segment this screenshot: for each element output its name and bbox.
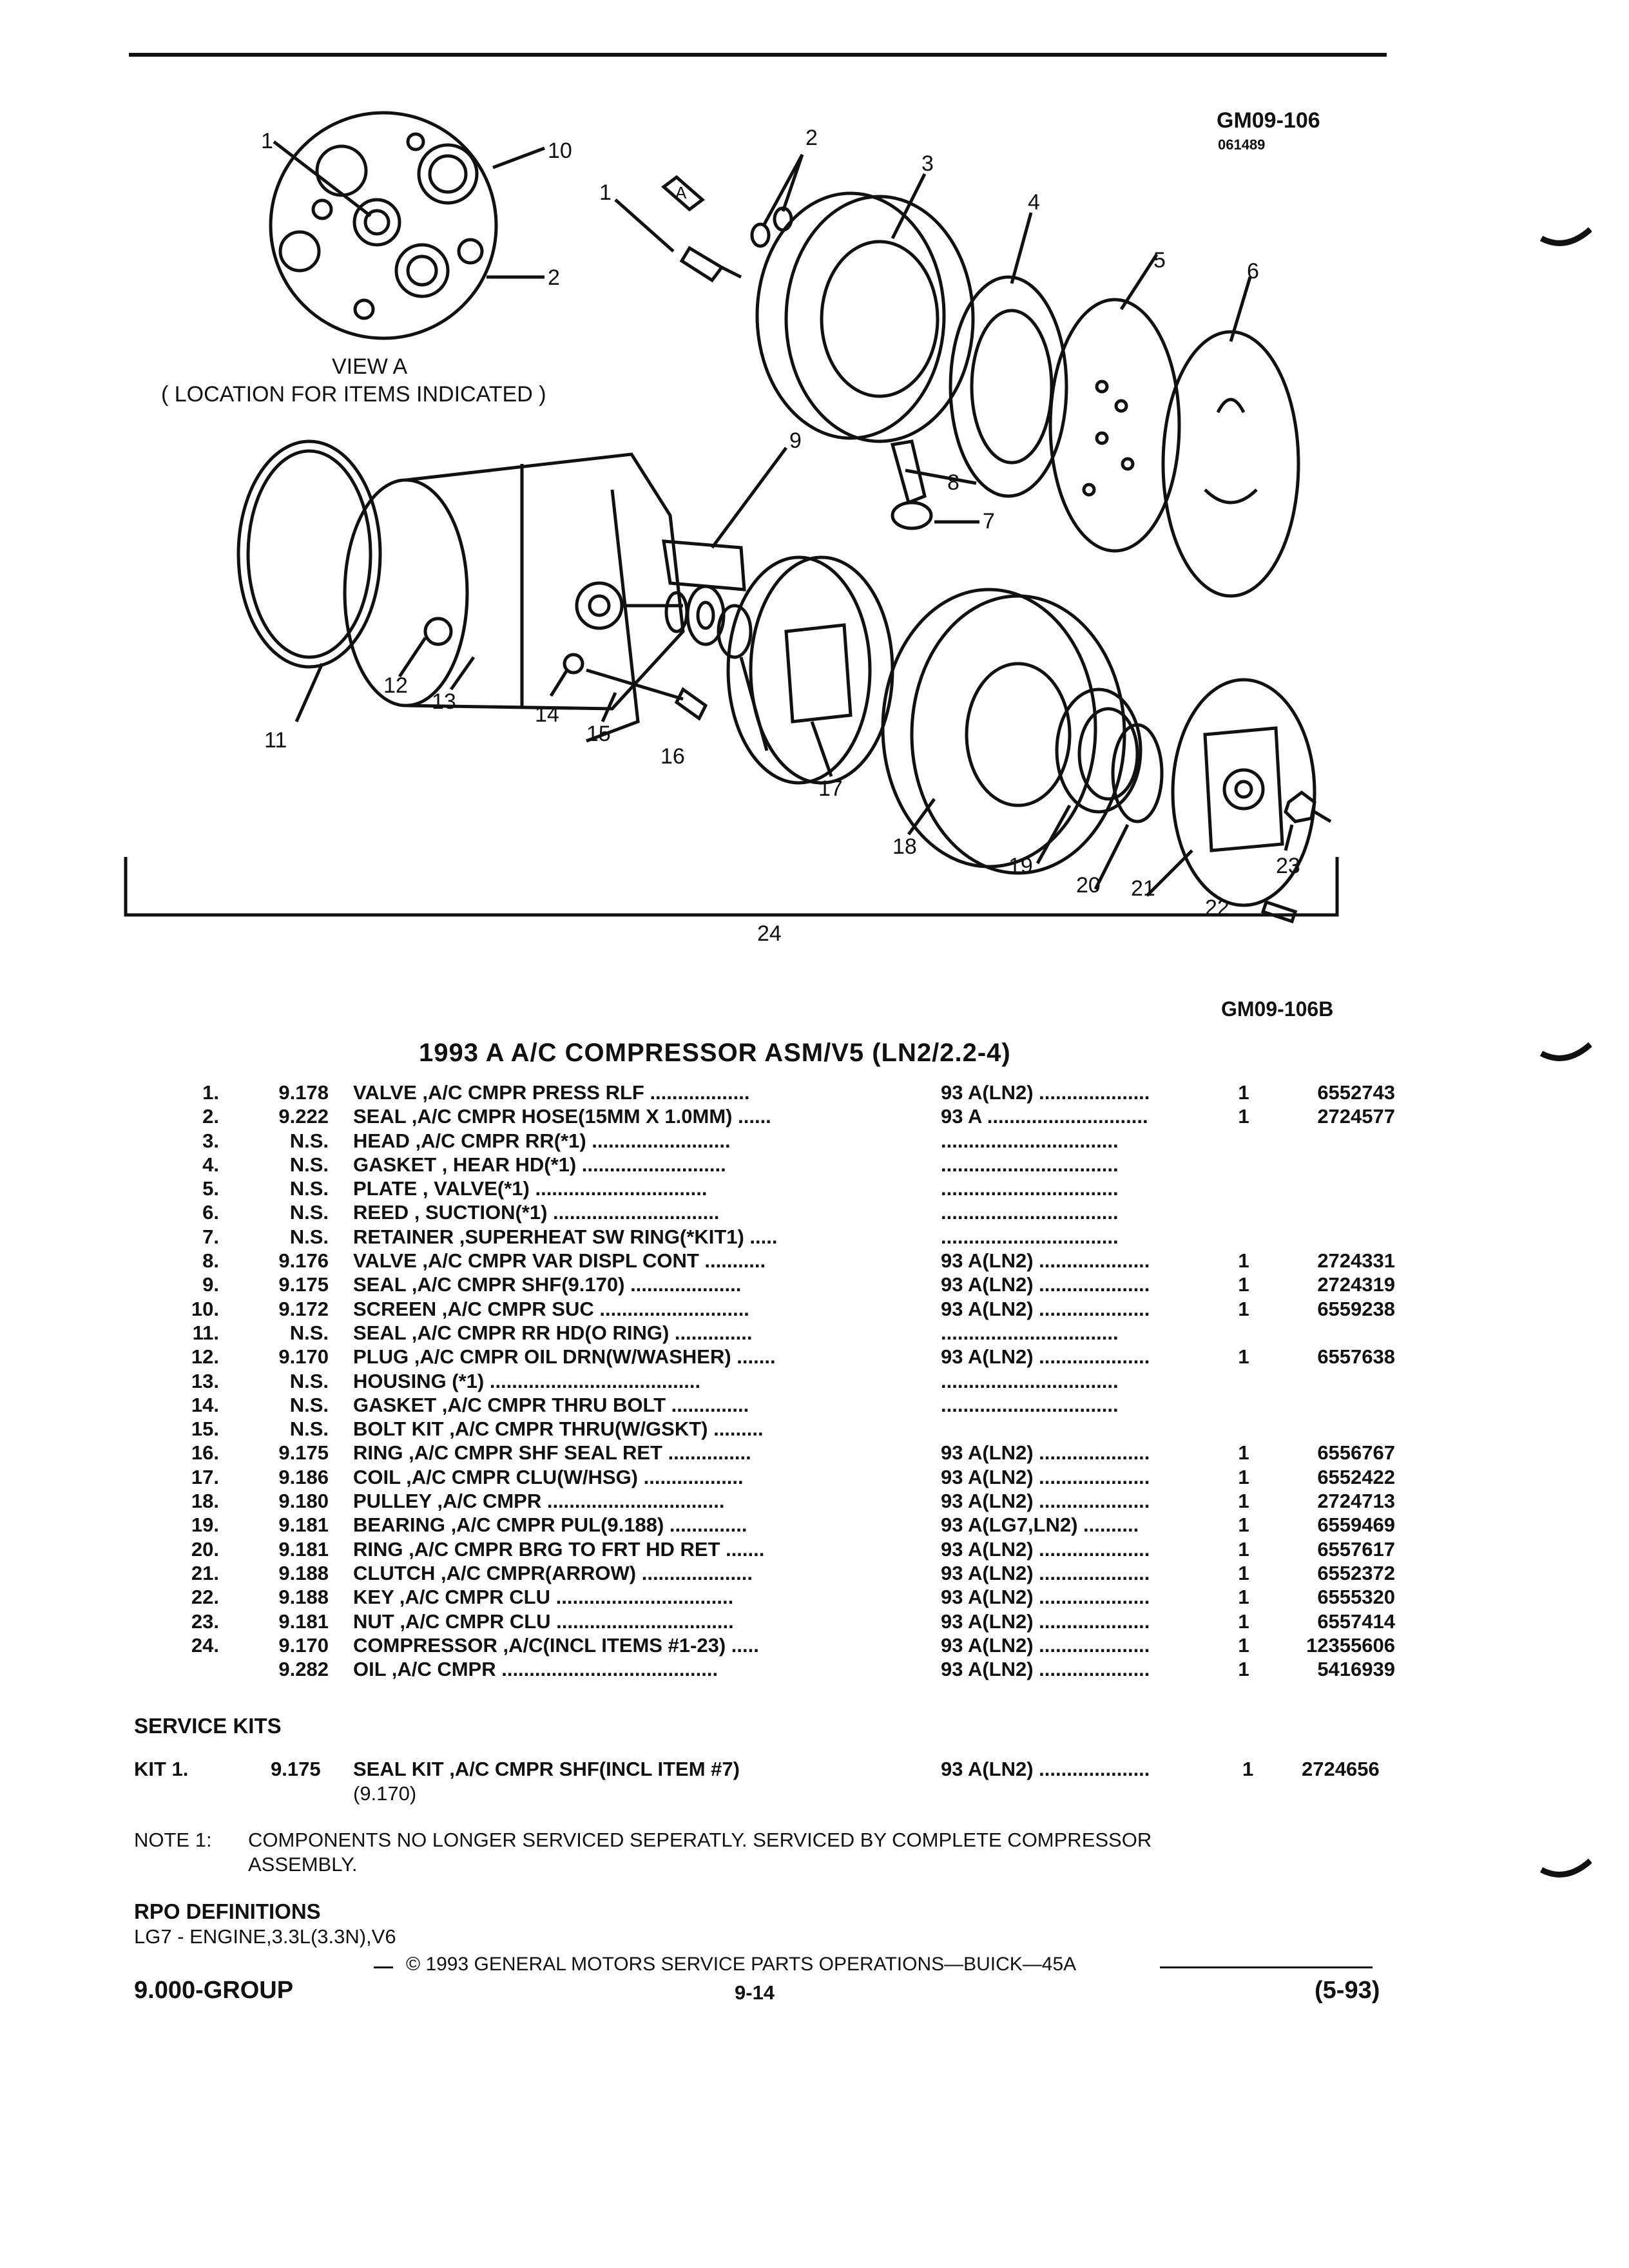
part-item-number: 1. — [202, 1081, 219, 1104]
part-group: N.S. — [289, 1225, 329, 1248]
part-description: KEY ,A/C CMPR CLU ................................ — [353, 1586, 734, 1609]
part-year-model: 93 A(LN2) .................... — [941, 1249, 1150, 1273]
edge-mark — [1540, 1041, 1592, 1073]
edge-mark — [1540, 226, 1592, 258]
part-item-number: 2. — [202, 1105, 219, 1128]
part-year-model: 93 A(LN2) .................... — [941, 1273, 1150, 1296]
part-number: 6556767 — [1317, 1441, 1395, 1465]
part-description: PLATE , VALVE(*1) ............................... — [353, 1177, 708, 1200]
part-year-model: ................................ — [941, 1369, 1119, 1392]
footer-group: 9.000-GROUP — [134, 1977, 294, 2004]
part-item-number: 3. — [202, 1129, 219, 1152]
part-group: N.S. — [289, 1201, 329, 1224]
part-year-model: 93 A(LN2) .................... — [941, 1345, 1150, 1369]
part-number: 6559238 — [1317, 1297, 1395, 1320]
part-year-model: 93 A(LN2) .................... — [941, 1465, 1150, 1488]
edge-mark — [1540, 1857, 1592, 1889]
callout-3: 3 — [921, 151, 934, 176]
part-description: HEAD ,A/C CMPR RR(*1) ......................... — [353, 1129, 731, 1152]
part-quantity: 1 — [1238, 1561, 1249, 1584]
part-quantity: 1 — [1238, 1297, 1249, 1320]
callout-17: 17 — [818, 776, 843, 801]
part-number: 6555320 — [1317, 1586, 1395, 1609]
part-number: 6557414 — [1317, 1610, 1395, 1633]
part-group: 9.175 — [278, 1441, 329, 1465]
part-year-model: 93 A ............................. — [941, 1105, 1148, 1128]
view-caption: VIEW A — [332, 354, 408, 379]
part-number: 12355606 — [1306, 1633, 1395, 1657]
figure-code-b: GM09-106B — [1221, 997, 1334, 1021]
part-year-model: ................................ — [941, 1129, 1119, 1152]
part-year-model: ................................ — [941, 1393, 1119, 1416]
part-quantity: 1 — [1238, 1537, 1249, 1561]
part-group: 9.181 — [278, 1610, 329, 1633]
part-year-model: 93 A(LN2) .................... — [941, 1297, 1150, 1320]
part-description: VALVE ,A/C CMPR VAR DISPL CONT ........... — [353, 1249, 766, 1273]
part-group: 9.172 — [278, 1297, 329, 1320]
part-year-model: 93 A(LN2) .................... — [941, 1658, 1150, 1681]
part-group: 9.188 — [278, 1561, 329, 1584]
part-description: PULLEY ,A/C CMPR ................................ — [353, 1490, 725, 1513]
part-year-model: 93 A(LN2) .................... — [941, 1633, 1150, 1657]
kit-label: KIT 1. — [134, 1758, 189, 1780]
part-group: N.S. — [289, 1177, 329, 1200]
part-quantity: 1 — [1238, 1490, 1249, 1513]
part-group: 9.170 — [278, 1633, 329, 1657]
callout-5: 5 — [1153, 248, 1166, 273]
kit-desc: SEAL KIT ,A/C CMPR SHF(INCL ITEM #7) — [353, 1758, 740, 1780]
part-year-model: 93 A(LN2) .................... — [941, 1610, 1150, 1633]
kit-group: 9.175 — [271, 1758, 321, 1780]
part-year-model: ................................ — [941, 1225, 1119, 1248]
kit-desc-2: (9.170) — [353, 1782, 417, 1805]
footer-rule-left — [374, 1966, 393, 1968]
callout-16: 16 — [660, 744, 685, 769]
part-description: PLUG ,A/C CMPR OIL DRN(W/WASHER) ....... — [353, 1345, 776, 1369]
callout-view-1: 1 — [261, 129, 273, 153]
part-description: CLUTCH ,A/C CMPR(ARROW) .................... — [353, 1561, 753, 1584]
page-title: 1993 A A/C COMPRESSOR ASM/V5 (LN2/2.2-4) — [419, 1039, 1011, 1067]
part-number: 6552743 — [1317, 1081, 1395, 1104]
part-quantity: 1 — [1238, 1586, 1249, 1609]
figure-code: GM09-106 — [1217, 108, 1320, 133]
part-description: GASKET , HEAR HD(*1) .......................... — [353, 1153, 726, 1176]
part-group: N.S. — [289, 1129, 329, 1152]
footer-rule-right — [1160, 1966, 1373, 1968]
part-group: N.S. — [289, 1321, 329, 1344]
callout-18: 18 — [892, 834, 917, 859]
part-item-number: 16. — [191, 1441, 219, 1465]
part-year-model: 93 A(LN2) .................... — [941, 1537, 1150, 1561]
part-group: 9.282 — [278, 1658, 329, 1681]
part-description: OIL ,A/C CMPR ....................................... — [353, 1658, 718, 1681]
part-group: 9.188 — [278, 1586, 329, 1609]
part-number: 5416939 — [1317, 1658, 1395, 1681]
part-description: GASKET ,A/C CMPR THRU BOLT .............. — [353, 1393, 749, 1416]
part-group: N.S. — [289, 1418, 329, 1441]
footer-page-number: 9-14 — [735, 1981, 775, 2004]
part-group: 9.175 — [278, 1273, 329, 1296]
part-number: 6557617 — [1317, 1537, 1395, 1561]
callout-6: 6 — [1247, 259, 1259, 284]
view-caption-sub: ( LOCATION FOR ITEMS INDICATED ) — [161, 382, 546, 407]
part-description: SEAL ,A/C CMPR RR HD(O RING) .............. — [353, 1321, 753, 1344]
part-number: 2724319 — [1317, 1273, 1395, 1296]
rpo-line: LG7 - ENGINE,3.3L(3.3N),V6 — [134, 1925, 396, 1948]
part-item-number: 6. — [202, 1201, 219, 1224]
callout-19: 19 — [1008, 854, 1033, 878]
part-description: REED , SUCTION(*1) .............................. — [353, 1201, 720, 1224]
part-description: VALVE ,A/C CMPR PRESS RLF .................. — [353, 1081, 750, 1104]
part-item-number: 9. — [202, 1273, 219, 1296]
part-description: COMPRESSOR ,A/C(INCL ITEMS #1-23) ..... — [353, 1633, 759, 1657]
part-item-number: 13. — [191, 1369, 219, 1392]
part-year-model: 93 A(LN2) .................... — [941, 1490, 1150, 1513]
part-number: 2724577 — [1317, 1105, 1395, 1128]
part-group: 9.181 — [278, 1514, 329, 1537]
callout-13: 13 — [432, 689, 456, 714]
callout-view-10: 10 — [548, 139, 572, 163]
part-quantity: 1 — [1238, 1441, 1249, 1465]
part-item-number: 4. — [202, 1153, 219, 1176]
part-quantity: 1 — [1238, 1105, 1249, 1128]
part-description: RING ,A/C CMPR BRG TO FRT HD RET ....... — [353, 1537, 765, 1561]
callout-23: 23 — [1276, 854, 1300, 878]
callout-14: 14 — [535, 702, 559, 727]
callout-22: 22 — [1205, 896, 1229, 920]
note-line-2: ASSEMBLY. — [248, 1853, 358, 1876]
part-year-model: 93 A(LN2) .................... — [941, 1586, 1150, 1609]
part-year-model: ................................ — [941, 1321, 1119, 1344]
part-description: BOLT KIT ,A/C CMPR THRU(W/GSKT) ......... — [353, 1418, 764, 1441]
footer-copyright: © 1993 GENERAL MOTORS SERVICE PARTS OPERATIONS—BUICK—45A — [406, 1954, 1077, 1975]
kit-pn: 2724656 — [1302, 1758, 1380, 1780]
part-year-model: ................................ — [941, 1153, 1119, 1176]
part-item-number: 23. — [191, 1610, 219, 1633]
view-a-head — [271, 113, 496, 338]
part-quantity: 1 — [1238, 1273, 1249, 1296]
part-item-number: 21. — [191, 1561, 219, 1584]
part-number: 6552372 — [1317, 1561, 1395, 1584]
part-description: SEAL ,A/C CMPR HOSE(15MM X 1.0MM) ...... — [353, 1105, 771, 1128]
part-quantity: 1 — [1238, 1465, 1249, 1488]
part-group: 9.181 — [278, 1537, 329, 1561]
part-description: COIL ,A/C CMPR CLU(W/HSG) .................. — [353, 1465, 744, 1488]
callout-4: 4 — [1028, 190, 1040, 215]
callout-20: 20 — [1076, 873, 1101, 898]
part-item-number: 14. — [191, 1393, 219, 1416]
part-group: N.S. — [289, 1369, 329, 1392]
part-quantity: 1 — [1238, 1345, 1249, 1369]
part-year-model: ................................ — [941, 1177, 1119, 1200]
part-group: 9.178 — [278, 1081, 329, 1104]
part-year-model: 93 A(LN2) .................... — [941, 1561, 1150, 1584]
part-description: SEAL ,A/C CMPR SHF(9.170) .................... — [353, 1273, 742, 1296]
view-arrow-label: A — [675, 183, 687, 202]
part-item-number: 15. — [191, 1418, 219, 1441]
figure-subcode: 061489 — [1218, 137, 1266, 153]
callout-24: 24 — [757, 921, 782, 946]
part-group: 9.170 — [278, 1345, 329, 1369]
part-number: 2724331 — [1317, 1249, 1395, 1273]
part-description: HOUSING (*1) ...................................... — [353, 1369, 701, 1392]
part-item-number: 5. — [202, 1177, 219, 1200]
part-group: 9.222 — [278, 1105, 329, 1128]
callout-12: 12 — [383, 673, 408, 698]
part-quantity: 1 — [1238, 1610, 1249, 1633]
part-item-number: 7. — [202, 1225, 219, 1248]
callout-9: 9 — [789, 428, 802, 453]
callout-2: 2 — [805, 126, 818, 150]
part-group: 9.176 — [278, 1249, 329, 1273]
part-year-model: 93 A(LN2) .................... — [941, 1441, 1150, 1465]
part-group: N.S. — [289, 1393, 329, 1416]
part-quantity: 1 — [1238, 1249, 1249, 1273]
part-item-number: 8. — [202, 1249, 219, 1273]
part-group: N.S. — [289, 1153, 329, 1176]
part-year-model: 93 A(LG7,LN2) .......... — [941, 1514, 1139, 1537]
part-item-number: 19. — [191, 1514, 219, 1537]
note-line-1: COMPONENTS NO LONGER SERVICED SEPERATLY. SERVICED BY COMPLETE COMPRESSOR — [248, 1829, 1152, 1851]
part-description: SCREEN ,A/C CMPR SUC ........................... — [353, 1297, 749, 1320]
rpo-heading: RPO DEFINITIONS — [134, 1899, 321, 1923]
part-item-number: 10. — [191, 1297, 219, 1320]
callout-11: 11 — [264, 728, 287, 753]
part-item-number: 11. — [192, 1321, 219, 1344]
part-number: 6552422 — [1317, 1465, 1395, 1488]
callout-15: 15 — [586, 722, 611, 746]
callout-8: 8 — [947, 470, 959, 495]
part-item-number: 20. — [191, 1537, 219, 1561]
part-description: BEARING ,A/C CMPR PUL(9.188) .............. — [353, 1514, 747, 1537]
part-description: RETAINER ,SUPERHEAT SW RING(*KIT1) ..... — [353, 1225, 778, 1248]
part-item-number: 22. — [191, 1586, 219, 1609]
part-description: NUT ,A/C CMPR CLU ................................ — [353, 1610, 734, 1633]
part-quantity: 1 — [1238, 1081, 1249, 1104]
part-quantity: 1 — [1238, 1658, 1249, 1681]
part-quantity: 1 — [1238, 1514, 1249, 1537]
top-rule — [129, 53, 1387, 57]
part-number: 6557638 — [1317, 1345, 1395, 1369]
compressor-exploded-view — [122, 103, 1385, 947]
part-quantity: 1 — [1238, 1633, 1249, 1657]
part-group: 9.186 — [278, 1465, 329, 1488]
note-label: NOTE 1: — [134, 1829, 212, 1851]
kit-yr: 93 A(LN2) .................... — [941, 1758, 1150, 1780]
part-number: 6559469 — [1317, 1514, 1395, 1537]
part-item-number: 17. — [191, 1465, 219, 1488]
part-item-number: 12. — [191, 1345, 219, 1369]
callout-7: 7 — [983, 509, 995, 533]
service-kits-heading: SERVICE KITS — [134, 1714, 282, 1738]
footer-date: (5-93) — [1315, 1977, 1380, 2004]
part-number: 2724713 — [1317, 1490, 1395, 1513]
exploded-diagram — [122, 103, 1385, 947]
callout-1: 1 — [599, 180, 612, 205]
part-year-model: 93 A(LN2) .................... — [941, 1081, 1150, 1104]
callout-view-2: 2 — [548, 265, 560, 290]
part-description: RING ,A/C CMPR SHF SEAL RET ............... — [353, 1441, 751, 1465]
kit-qty: 1 — [1242, 1758, 1254, 1780]
callout-21: 21 — [1131, 876, 1155, 901]
part-group: 9.180 — [278, 1490, 329, 1513]
service-kit-row — [134, 1758, 1423, 1809]
part-item-number: 18. — [191, 1490, 219, 1513]
part-year-model: ................................ — [941, 1201, 1119, 1224]
part-item-number: 24. — [191, 1633, 219, 1657]
